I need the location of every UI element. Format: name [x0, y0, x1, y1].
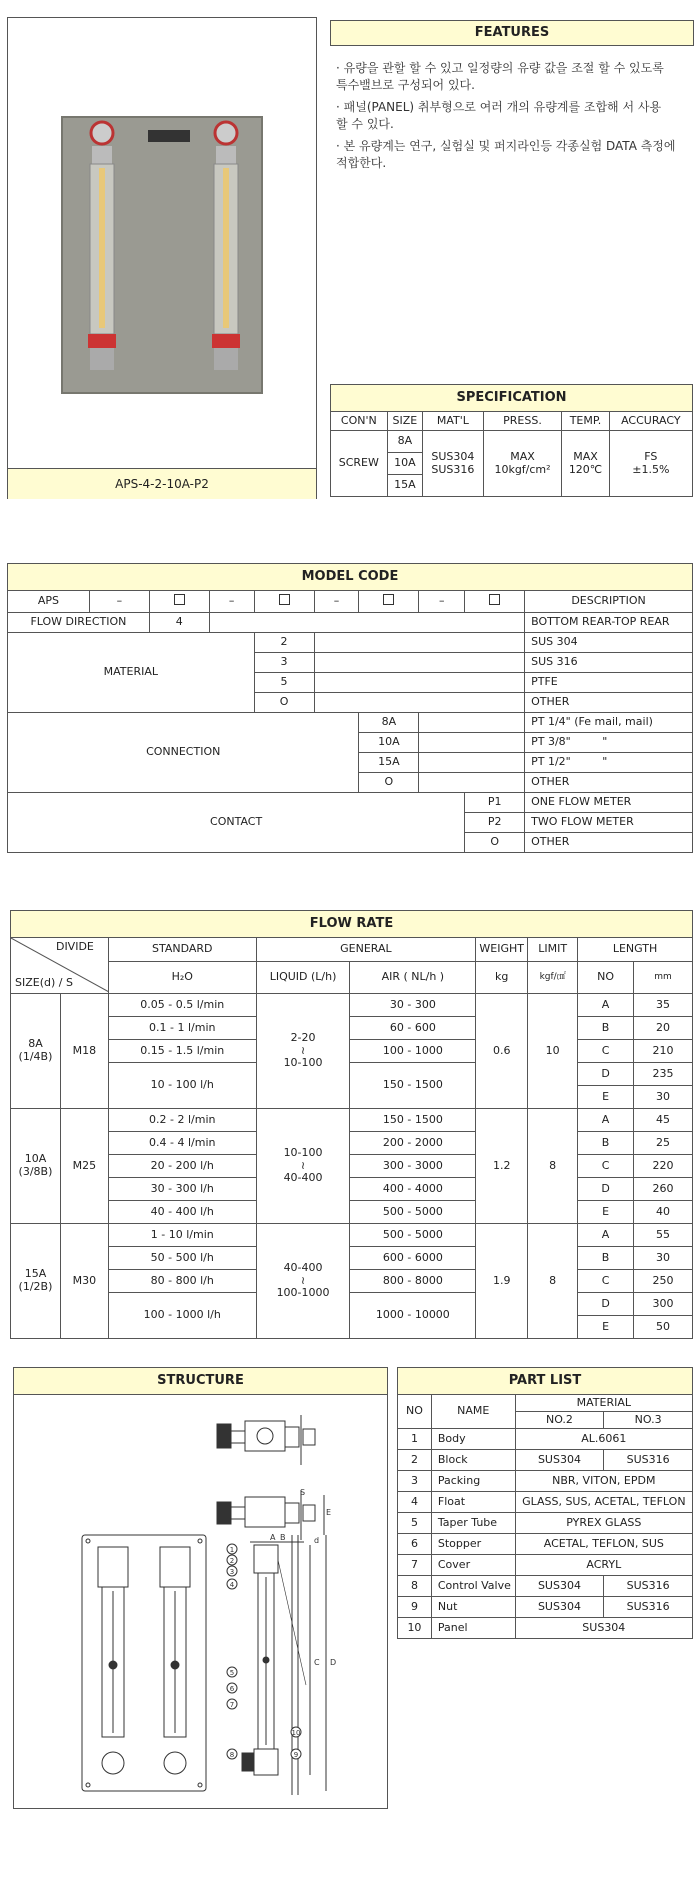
fr-h2o: 10 - 100 l/h [108, 1063, 256, 1109]
fr-len-mm: 45 [634, 1109, 693, 1132]
flow-rate-row [11, 1017, 693, 1040]
model-code-title: MODEL CODE [8, 564, 693, 591]
fr-len-no: D [578, 1178, 634, 1201]
part-list-row [398, 1597, 693, 1618]
product-photo-box [7, 17, 317, 499]
flow-rate-row [11, 1178, 693, 1201]
mc-code: O [359, 773, 419, 793]
callout-number: 10 [291, 1729, 301, 1737]
flow-rate-table [10, 910, 693, 1339]
mc-desc: PT 1/2" " [525, 753, 693, 773]
fr-air: 60 - 600 [350, 1017, 476, 1040]
fr-h2o: 30 - 300 l/h [108, 1178, 256, 1201]
callout-number: 1 [229, 1546, 235, 1554]
fr-len-mm: 300 [634, 1293, 693, 1316]
product-photo [8, 18, 316, 468]
fr-len-no: B [578, 1132, 634, 1155]
spec-header: SIZE [387, 412, 422, 431]
fr-len-mm: 50 [634, 1316, 693, 1339]
spec-conn: SCREW [331, 431, 388, 497]
spec-header: MAT'L [423, 412, 484, 431]
callout-number: 7 [229, 1701, 235, 1709]
fr-limit-unit: kgf/㎠ [528, 962, 578, 994]
feature-item: · 유량을 관할 할 수 있고 일정량의 유량 값을 조절 할 수 있도록 특수밸브로 구성되어 있다. [336, 61, 664, 92]
flowmeter-left [88, 122, 116, 370]
pl-no: 9 [398, 1597, 432, 1618]
fr-mm-header: mm [634, 962, 693, 994]
fr-air: 1000 - 10000 [350, 1293, 476, 1339]
flow-rate-row [11, 1270, 693, 1293]
features-title: FEATURES [330, 20, 694, 46]
pl-no: 2 [398, 1450, 432, 1471]
pl-name: Control Valve [431, 1576, 515, 1597]
fr-s: M18 [60, 994, 108, 1109]
mc-desc: SUS 316 [525, 653, 693, 673]
dimension-label: d [314, 1536, 320, 1545]
fr-len-no: C [578, 1270, 634, 1293]
mc-code: 8A [359, 713, 419, 733]
dimension-label: C [314, 1658, 320, 1667]
flow-rate-row [11, 1132, 693, 1155]
pl-material-no2: SUS304 [515, 1450, 604, 1471]
mc-desc: PT 3/8" " [525, 733, 693, 753]
part-list-row [398, 1555, 693, 1576]
mc-dash: – [209, 591, 254, 613]
part-list-row [398, 1513, 693, 1534]
flow-rate-title: FLOW RATE [11, 911, 693, 938]
fr-weight: 0.6 [476, 994, 528, 1109]
fr-size: 10A (3/8B) [11, 1109, 61, 1224]
mc-dash: – [314, 591, 359, 613]
pl-material: ACETAL, TEFLON, SUS [515, 1534, 692, 1555]
spec-size: 10A [387, 453, 422, 475]
pl-material: NBR, VITON, EPDM [515, 1471, 692, 1492]
spec-size: 8A [387, 431, 422, 453]
fr-air: 150 - 1500 [350, 1109, 476, 1132]
callout-number: 8 [229, 1751, 235, 1759]
pl-no: 10 [398, 1618, 432, 1639]
mc-desc: SUS 304 [525, 633, 693, 653]
mc-desc: PT 1/4" (Fe mail, mail) [525, 713, 693, 733]
model-code-table [7, 563, 693, 853]
fr-s: M25 [60, 1109, 108, 1224]
part-list-title: PART LIST [398, 1368, 693, 1395]
mc-desc: OTHER [525, 693, 693, 713]
fr-h2o: 20 - 200 l/h [108, 1155, 256, 1178]
product-caption: APS-4-2-10A-P2 [8, 468, 316, 499]
fr-len-mm: 30 [634, 1086, 693, 1109]
fr-h2o: 1 - 10 l/min [108, 1224, 256, 1247]
fr-size: 15A (1/2B) [11, 1224, 61, 1339]
pl-name: Taper Tube [431, 1513, 515, 1534]
mc-desc: OTHER [525, 833, 693, 853]
fr-liquid: 40-400 ≀ 100-1000 [256, 1224, 350, 1339]
mc-material-label: MATERIAL [8, 633, 255, 713]
flow-rate-row [11, 994, 693, 1017]
fr-s: M30 [60, 1224, 108, 1339]
spec-header: PRESS. [483, 412, 562, 431]
pl-name: Block [431, 1450, 515, 1471]
part-list-row [398, 1450, 693, 1471]
fr-liquid: 10-100 ≀ 40-400 [256, 1109, 350, 1224]
pl-material-no3: SUS316 [604, 1450, 693, 1471]
fr-limit: 8 [528, 1224, 578, 1339]
part-list-row [398, 1429, 693, 1450]
mc-prefix: APS [8, 591, 90, 613]
fr-len-mm: 210 [634, 1040, 693, 1063]
fr-h2o: 40 - 400 l/h [108, 1201, 256, 1224]
pl-material-header: MATERIAL [515, 1395, 692, 1412]
pl-no: 4 [398, 1492, 432, 1513]
mc-desc: TWO FLOW METER [525, 813, 693, 833]
part-list-row [398, 1492, 693, 1513]
fr-len-no: A [578, 1224, 634, 1247]
flow-rate-row [11, 1109, 693, 1132]
spec-header: ACCURACY [609, 412, 692, 431]
fr-len-no: E [578, 1086, 634, 1109]
fr-len-no: A [578, 994, 634, 1017]
fr-liquid-header: LIQUID (L/h) [256, 962, 350, 994]
fr-len-no: D [578, 1293, 634, 1316]
callout-number: 2 [229, 1557, 235, 1565]
mc-slot [465, 591, 525, 613]
spec-temp: MAX 120℃ [562, 431, 609, 497]
fr-len-mm: 40 [634, 1201, 693, 1224]
pl-no: 8 [398, 1576, 432, 1597]
flow-rate-row [11, 1293, 693, 1316]
part-list-row [398, 1471, 693, 1492]
mc-code: 5 [254, 673, 314, 693]
fr-h2o: 50 - 500 l/h [108, 1247, 256, 1270]
mc-code: P2 [465, 813, 525, 833]
pl-name: Cover [431, 1555, 515, 1576]
flow-rate-row [11, 1201, 693, 1224]
fr-h2o: 0.15 - 1.5 l/min [108, 1040, 256, 1063]
pl-material: PYREX GLASS [515, 1513, 692, 1534]
mc-slot [149, 591, 209, 613]
pl-name: Body [431, 1429, 515, 1450]
fr-air: 100 - 1000 [350, 1040, 476, 1063]
fr-h2o-header: H₂O [108, 962, 256, 994]
pl-no-header: NO [398, 1395, 432, 1429]
mc-flow-direction-label: FLOW DIRECTION [8, 613, 150, 633]
dimension-label: E [326, 1508, 332, 1517]
flow-rate-row [11, 1063, 693, 1086]
pl-no2-header: NO.2 [515, 1412, 604, 1429]
fr-h2o: 0.05 - 0.5 l/min [108, 994, 256, 1017]
fr-weight-header: WEIGHT [476, 938, 528, 962]
fr-air: 30 - 300 [350, 994, 476, 1017]
fr-air: 300 - 3000 [350, 1155, 476, 1178]
fr-standard-header: STANDARD [108, 938, 256, 962]
flow-rate-row [11, 1040, 693, 1063]
fr-len-mm: 260 [634, 1178, 693, 1201]
fr-length-header: LENGTH [578, 938, 693, 962]
mc-connection-label: CONNECTION [8, 713, 359, 793]
fr-len-no: C [578, 1155, 634, 1178]
pl-no: 3 [398, 1471, 432, 1492]
fr-len-mm: 20 [634, 1017, 693, 1040]
mc-slot [359, 591, 419, 613]
pl-material: SUS304 [515, 1618, 692, 1639]
pl-name: Nut [431, 1597, 515, 1618]
fr-limit: 10 [528, 994, 578, 1109]
fr-weight: 1.2 [476, 1109, 528, 1224]
mc-contact-label: CONTACT [8, 793, 465, 853]
fr-air-header: AIR ( NL/h ) [350, 962, 476, 994]
pl-name: Float [431, 1492, 515, 1513]
spec-accuracy: FS ±1.5% [609, 431, 692, 497]
feature-item: · 본 유량계는 연구, 실험실 및 퍼지라인등 각종실험 DATA 측정에 적합한다. [336, 139, 676, 170]
dimension-label: S [300, 1488, 306, 1497]
fr-air: 400 - 4000 [350, 1178, 476, 1201]
pl-name-header: NAME [431, 1395, 515, 1429]
mc-desc: OTHER [525, 773, 693, 793]
fr-len-mm: 235 [634, 1063, 693, 1086]
fr-len-mm: 35 [634, 994, 693, 1017]
structure-drawing [14, 1395, 387, 1807]
fr-len-mm: 25 [634, 1132, 693, 1155]
fr-h2o: 80 - 800 l/h [108, 1270, 256, 1293]
pl-material-no3: SUS316 [604, 1597, 693, 1618]
mc-dash: – [419, 591, 465, 613]
mc-code: P1 [465, 793, 525, 813]
structure-title: STRUCTURE [14, 1368, 387, 1395]
pl-material: GLASS, SUS, ACETAL, TEFLON [515, 1492, 692, 1513]
dimension-label: A [270, 1533, 276, 1542]
fr-air: 150 - 1500 [350, 1063, 476, 1109]
flow-rate-row [11, 1247, 693, 1270]
mc-desc: BOTTOM REAR-TOP REAR [525, 613, 693, 633]
fr-weight: 1.9 [476, 1224, 528, 1339]
part-list-table [397, 1367, 693, 1639]
pl-name: Packing [431, 1471, 515, 1492]
flow-rate-row [11, 1224, 693, 1247]
part-list-row [398, 1618, 693, 1639]
fr-no-header: NO [578, 962, 634, 994]
fr-len-no: E [578, 1316, 634, 1339]
fr-len-no: B [578, 1017, 634, 1040]
pl-no: 1 [398, 1429, 432, 1450]
pl-no: 6 [398, 1534, 432, 1555]
fr-len-mm: 220 [634, 1155, 693, 1178]
pl-no: 7 [398, 1555, 432, 1576]
fr-air: 500 - 5000 [350, 1201, 476, 1224]
pl-name: Stopper [431, 1534, 515, 1555]
mc-code: 3 [254, 653, 314, 673]
pl-material-no2: SUS304 [515, 1576, 604, 1597]
fr-air: 200 - 2000 [350, 1132, 476, 1155]
spec-press: MAX 10kgf/cm² [483, 431, 562, 497]
features-list [336, 60, 676, 172]
callout-number: 4 [229, 1581, 235, 1589]
fr-len-no: C [578, 1040, 634, 1063]
feature-item: · 패널(PANEL) 취부형으로 여러 개의 유량계를 조합해 서 사용 할 수 있다. [336, 100, 662, 131]
part-list-row [398, 1534, 693, 1555]
mc-desc: PTFE [525, 673, 693, 693]
spec-header: CON'N [331, 412, 388, 431]
spec-mat: SUS304 SUS316 [423, 431, 484, 497]
fr-air: 500 - 5000 [350, 1224, 476, 1247]
callout-number: 5 [229, 1669, 235, 1677]
pl-no: 5 [398, 1513, 432, 1534]
fr-air: 800 - 8000 [350, 1270, 476, 1293]
spec-size: 15A [387, 475, 422, 497]
fr-len-no: D [578, 1063, 634, 1086]
mc-code: O [254, 693, 314, 713]
fr-len-mm: 55 [634, 1224, 693, 1247]
fr-liquid: 2-20 ≀ 10-100 [256, 994, 350, 1109]
fr-h2o: 100 - 1000 l/h [108, 1293, 256, 1339]
fr-len-no: B [578, 1247, 634, 1270]
dimension-label: B [280, 1533, 286, 1542]
pl-no3-header: NO.3 [604, 1412, 693, 1429]
flow-rate-row [11, 1155, 693, 1178]
fr-limit-header: LIMIT [528, 938, 578, 962]
structure-box [13, 1367, 388, 1809]
mc-code: 15A [359, 753, 419, 773]
mc-code: O [465, 833, 525, 853]
fr-size: 8A (1/4B) [11, 994, 61, 1109]
flowmeter-right [212, 122, 240, 370]
callout-number: 3 [229, 1568, 235, 1576]
mc-dash: – [89, 591, 149, 613]
fr-general-header: GENERAL [256, 938, 476, 962]
fr-len-no: A [578, 1109, 634, 1132]
mc-desc: ONE FLOW METER [525, 793, 693, 813]
mc-slot [254, 591, 314, 613]
fr-h2o: 0.2 - 2 l/min [108, 1109, 256, 1132]
callout-number: 9 [293, 1751, 299, 1759]
fr-weight-unit: kg [476, 962, 528, 994]
mc-code: 10A [359, 733, 419, 753]
dimension-label: D [330, 1658, 337, 1667]
pl-name: Panel [431, 1618, 515, 1639]
spec-header: TEMP. [562, 412, 609, 431]
pl-material-no2: SUS304 [515, 1597, 604, 1618]
pl-material: AL.6061 [515, 1429, 692, 1450]
fr-air: 600 - 6000 [350, 1247, 476, 1270]
fr-h2o: 0.4 - 4 l/min [108, 1132, 256, 1155]
fr-len-mm: 250 [634, 1270, 693, 1293]
specification-title: SPECIFICATION [331, 385, 693, 412]
fr-limit: 8 [528, 1109, 578, 1224]
part-list-row [398, 1576, 693, 1597]
fr-h2o: 0.1 - 1 l/min [108, 1017, 256, 1040]
mc-code: 4 [149, 613, 209, 633]
pl-material: ACRYL [515, 1555, 692, 1576]
mc-code: 2 [254, 633, 314, 653]
fr-len-mm: 30 [634, 1247, 693, 1270]
callout-number: 6 [229, 1685, 235, 1693]
fr-len-no: E [578, 1201, 634, 1224]
specification-table [330, 384, 693, 497]
mc-desc-header: DESCRIPTION [525, 591, 693, 613]
fr-divide-header: DIVIDE SIZE(d) / S [11, 938, 109, 994]
pl-material-no3: SUS316 [604, 1576, 693, 1597]
